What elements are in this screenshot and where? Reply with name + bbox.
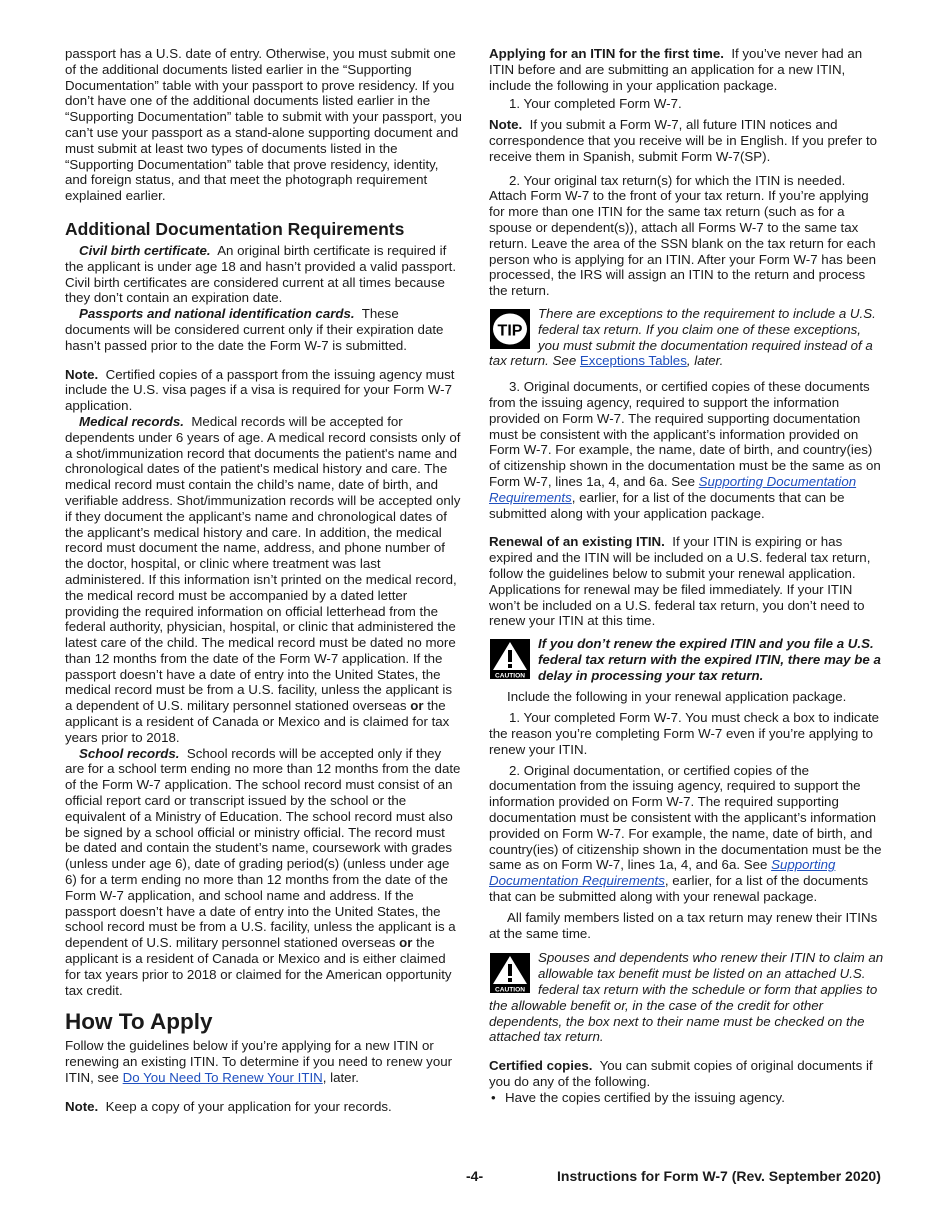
include-renewal-text: Include the following in your renewal application package.	[507, 689, 847, 705]
caution-icon-label: CAUTION	[494, 672, 526, 680]
family-members-text: All family members listed on a tax return may renew their ITINs at the same time.	[489, 909, 878, 941]
civil-birth-certificate-label: Civil birth certificate.	[79, 242, 211, 258]
note-label: Note.	[65, 1098, 99, 1114]
additional-documentation-heading: Additional Documentation Requirements	[65, 218, 405, 239]
note-certified-copies-paragraph	[65, 367, 463, 414]
tip-icon-label: TIP	[497, 322, 523, 340]
caution-icon-label: CAUTION	[494, 986, 526, 994]
renew-item-2-text: 2. Original documentation, or certified copies of the documentation from the issuing agency, required to support the information provided on Form W-7. The required supporting documentation must be consistent with the applicant’s information provided on Form W-7. For example, the name, date of birth, and country(ies) of citizenship shown in the documentation must be the same as on Form W-7, lines 1a, 4, and 6a. See	[489, 762, 882, 873]
renew-item-2	[489, 763, 885, 905]
note-keep-copy-paragraph	[65, 1099, 463, 1115]
first-item-1: 1. Your completed Form W-7.	[509, 96, 682, 112]
renewal-paragraph	[489, 534, 885, 629]
note-text: Certified copies of a passport from the issuing agency must include the U.S. visa pages if a visa is required for your Form W-7 application.	[65, 366, 455, 414]
school-records-paragraph	[65, 746, 463, 999]
note-label: Note.	[489, 117, 523, 133]
renewal-text: If your ITIN is expiring or has expired and the ITIN will be included on a U.S. federal tax return, follow the guidelines below to submit your renewal application. Applications for renewal may be filed immediately. If your ITIN won’t be included on a U.S. federal tax return, you don’t need to renew your ITIN at this time.	[489, 534, 871, 629]
school-records-text-end: the applicant is a resident of Canada or Mexico and is either claimed for tax years prior to 2018 or claimed for the American opportunity tax credit.	[65, 935, 452, 998]
caution-text: If you don’t renew the expired ITIN and you file a U.S. federal tax return with the expired ITIN, there may be a delay in processing your tax return.	[538, 636, 881, 683]
how-to-apply-text-end: , later.	[322, 1070, 359, 1086]
passport-intro-paragraph: passport has a U.S. date of entry. Otherwise, you must submit one of the additional documents listed earlier in the “Supporting Documentation” table with your passport to prove residency. If you don’t have one of the additional documents listed earlier in the “Supporting Documentation” table to submit with your passport, you can’t use your passport as a stand-alone supporting document and must submit at least two types of documents listed in the “Supporting Documentation” table that prove residency, identity, and foreign status, and that meet the photograph requirement explained earlier.	[65, 46, 462, 204]
caution-icon	[489, 638, 531, 680]
medical-records-label: Medical records.	[79, 413, 184, 429]
certified-copies-label: Certified copies.	[489, 1058, 593, 1074]
how-to-apply-text: Follow the guidelines below if you’re applying for a new ITIN or renewing an existing ITIN. To determine if you need to renew your ITIN, see	[65, 1038, 453, 1086]
supporting-documentation-link[interactable]: Supporting Documentation Requirements	[489, 857, 836, 889]
tip-text-end: , later.	[686, 353, 724, 369]
first-item-3	[489, 379, 885, 521]
civil-birth-certificate-text: An original birth certificate is required if the applicant is under age 18 and hasn’t provided a valid passport. Civil birth certificates are considered current at all times because they don’t contain an expiration date.	[65, 242, 457, 306]
first-time-text: If you’ve never had an ITIN before and are submitting an application for a new ITIN, include the following in your application package.	[489, 46, 863, 93]
or-emphasis: or	[410, 698, 424, 714]
first-item-3-text-end: , earlier, for a list of the documents that can be submitted along with your application package.	[489, 489, 845, 521]
bullet-text: Have the copies certified by the issuing agency.	[505, 1089, 785, 1105]
certified-copies-text: You can submit copies of original documents if you do any of the following.	[489, 1058, 873, 1090]
tip-text-main: There are exceptions to the requirement to include a U.S. federal tax return. If you claim one of these exceptions, you must submit the documentation required instead of a tax return. See	[489, 305, 876, 369]
medical-records-text-end: the applicant is a resident of Canada or Mexico and is claimed for tax years prior to 2018.	[65, 698, 450, 745]
renewal-label: Renewal of an existing ITIN.	[489, 534, 665, 550]
supporting-documentation-link[interactable]: Supporting Documentation Requirements	[489, 473, 857, 505]
passports-label: Passports and national identification cards.	[79, 306, 355, 322]
caution-icon	[489, 952, 531, 994]
certified-copies-paragraph	[489, 1058, 885, 1090]
note-spanish-paragraph	[489, 117, 885, 164]
first-item-3-text: 3. Original documents, or certified copies of these documents from the issuing agency, required to support the information provided on Form W-7. The required supporting documentation must be consistent with the applicant’s information provided on Form W-7. For example, the name, date of birth, and country(ies) of citizenship shown in the documentation must be the same as on Form W-7, lines 1a, 4, and 6a. See	[489, 379, 881, 489]
passports-text: These documents will be considered current only if their expiration date hasn’t passed prior to the date the Form W-7 is submitted.	[65, 306, 444, 353]
caution-spouses-text: Spouses and dependents who renew their ITIN to claim an allowable tax benefit must be listed on an attached U.S. federal tax return with the schedule or form that applies to the allowable benefit or, in the case of the credit for other dependents, the box next to their name must be checked on the attached tax return.	[489, 950, 884, 1045]
left-column	[65, 46, 463, 1115]
tip-icon	[489, 308, 531, 350]
exceptions-tables-link[interactable]: Exceptions Tables	[579, 353, 687, 369]
caution-callout-renewal	[489, 636, 885, 683]
first-time-paragraph	[489, 46, 885, 93]
school-records-label: School records.	[79, 745, 180, 761]
caution-callout-spouses	[489, 950, 885, 1045]
first-item-2: 2. Your original tax return(s) for which the ITIN is needed. Attach Form W-7 to the front of your tax return. If you’re applying for more than one ITIN for the same tax return (such as for a spouse or dependent(s)), attach all Forms W-7 to the same tax return. Leave the area of the SSN blank on the tax return for each person who is applying for an ITIN. After your Form W-7 has been processed, the IRS will assign an ITIN to the return and process the return.	[489, 172, 877, 299]
renew-itin-link[interactable]: Do You Need To Renew Your ITIN	[122, 1070, 323, 1086]
note-text: Keep a copy of your application for your records.	[105, 1098, 392, 1114]
civil-birth-certificate-paragraph	[65, 243, 463, 306]
school-records-text: School records will be accepted only if they are for a school term ending no more than 12 months from the date of the Form W-7 application. The school record must consist of an official report card or transcript issued by the school or the equivalent of a Ministry of Education. The school record must also be signed by a school official or ministry official. The record must be dated and contain the student’s name, coursework with grades (unless under age 6), date of grading period(s) (unless under age 6) for a term ending no more than 12 months from the date of the Form W-7 application, and school name and address. If the passport doesn’t have a date of entry into the United States, the school record must be from a U.S. facility, unless the applicant is a dependent of U.S. military personnel stationed overseas	[65, 745, 461, 951]
passports-paragraph	[65, 306, 463, 353]
note-text: If you submit a Form W-7, all future ITIN notices and correspondence that you receive will be in English. If you prefer to receive them in Spanish, submit Form W-7(SP).	[489, 117, 878, 164]
medical-records-paragraph	[65, 414, 463, 746]
tip-callout	[489, 306, 885, 369]
footer-title: Instructions for Form W-7 (Rev. September 2020)	[557, 1168, 881, 1184]
how-to-apply-heading: How To Apply	[65, 1009, 213, 1035]
renew-item-2-text-end: , earlier, for a list of the documents that can be submitted along with your renewal package.	[489, 873, 869, 905]
how-to-apply-paragraph	[65, 1038, 463, 1085]
tip-text	[489, 306, 885, 369]
right-column	[489, 46, 885, 1106]
first-time-label: Applying for an ITIN for the first time.	[489, 46, 724, 61]
list-item	[489, 1090, 885, 1106]
renew-item-1: 1. Your completed Form W-7. You must check a box to indicate the reason you’re completing Form W-7 even if you’re applying to renew your ITIN.	[489, 710, 880, 757]
medical-records-text: Medical records will be accepted for dependents under 6 years of age. A medical record consists only of a shot/immunization record that documents the patient's name and chronological dates of the patient's medical history and care. The medical record must contain the child’s name, date of birth, and verifiable address. Shot/immunization records will be accepted only if they document the applicant’s name and chronological dates of the applicant’s medical history and care. In addition, the medical record must document the name, address, and phone number of the doctor, hospital, or clinic where treatment was last administered. If this information isn’t printed on the medical record, the medical record must be accompanied by a dated letter providing the required information on official letterhead from the federal authority, physician, hospital, or clinic that administered the latest care of the child. The medical record must be dated no more than 12 months from the date of the Form W-7 application. If the passport doesn’t have a date of entry into the United States, the medical record must be from a U.S. facility, unless the applicant is a dependent of U.S. military personnel stationed overseas	[65, 413, 461, 714]
page-number: -4-	[466, 1168, 484, 1184]
bullet-icon: •	[491, 1089, 496, 1105]
note-label: Note.	[65, 366, 99, 382]
or-emphasis: or	[399, 935, 413, 951]
